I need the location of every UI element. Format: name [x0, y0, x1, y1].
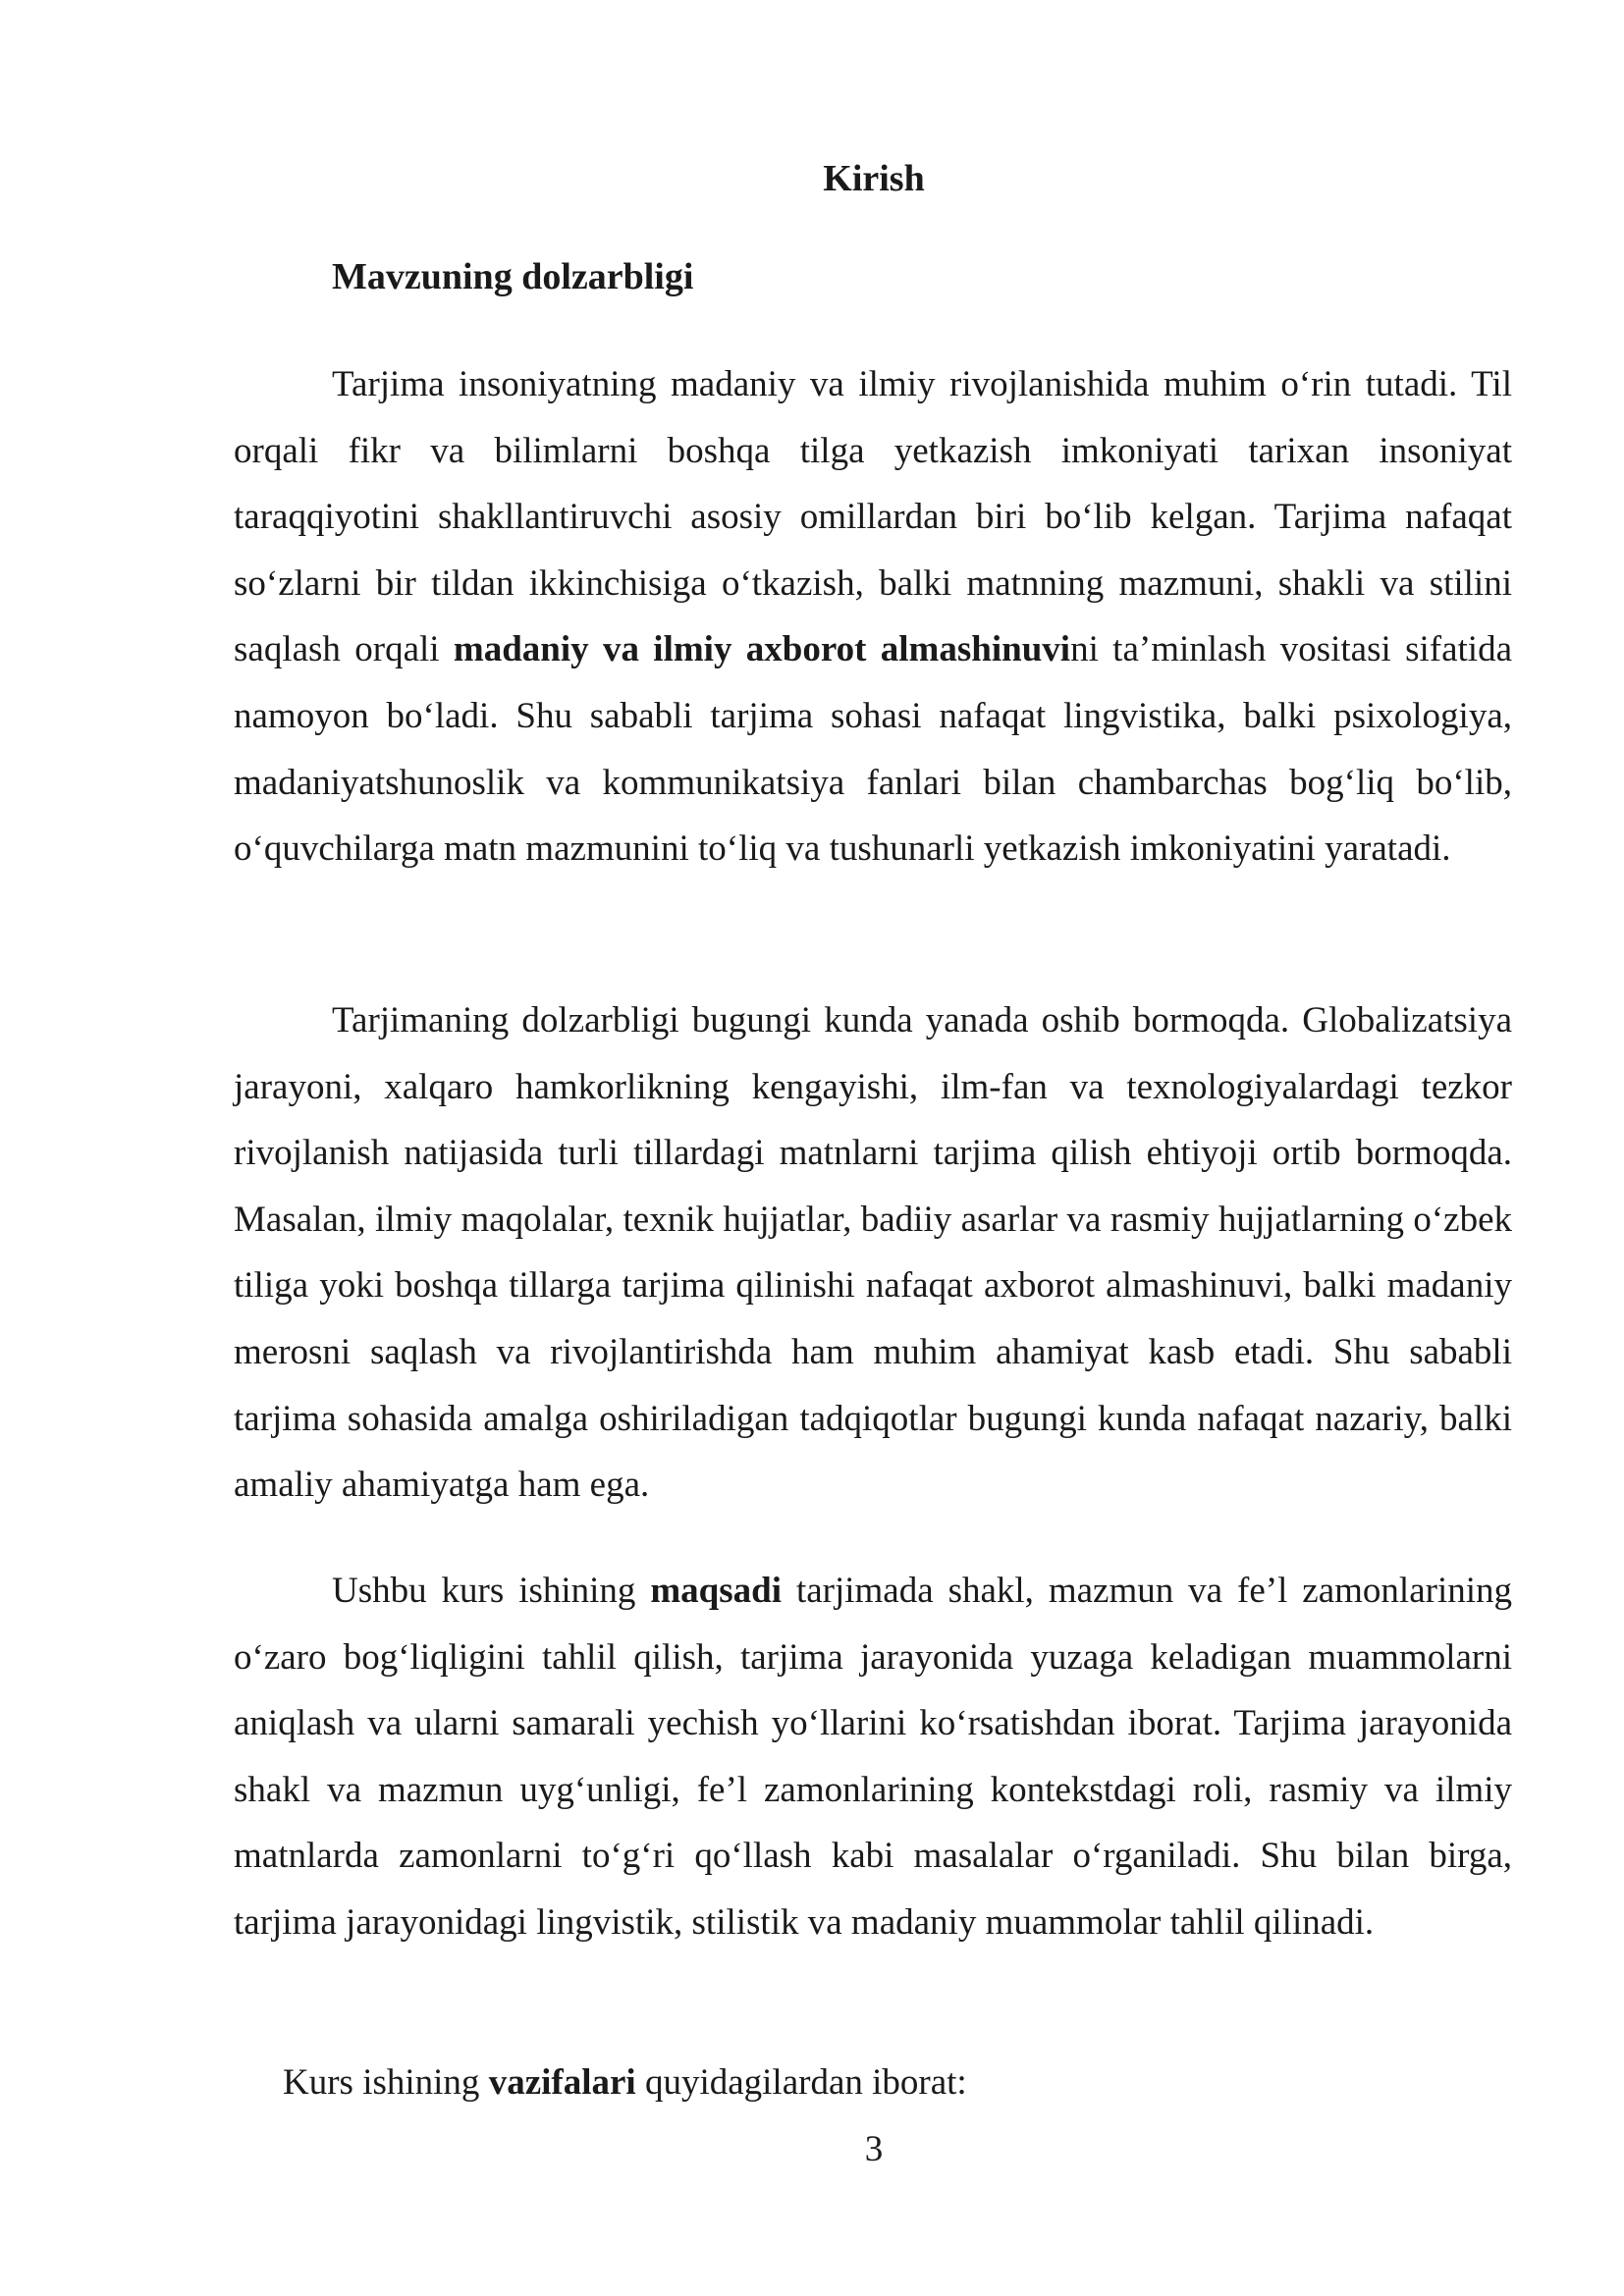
paragraph-relevance-today: Tarjimaning dolzarbligi bugungi kunda yanada oshib bormoqda. Globalizatsiya jarayoni, xalqaro hamkorlikning kengayishi, ilm-fan va texnologiyalardagi tezkor rivojlanish natijasida turli tillardagi matnlarni tarjima qilish ehtiyoji ortib bormoqda. Masalan, ilmiy maqolalar, texnik hujjatlar, badiiy asarlar va rasmiy hujjatlarning o‘zbek tiliga yoki boshqa tillarga tarjima qilinishi nafaqat axborot almashinuvi, balki madaniy merosni saqlash va rivojlantirishda ham muhim ahamiyat kasb etadi. Shu sababli tarjima sohasida amalga oshiriladigan tadqiqotlar bugungi kunda nafaqat nazariy, balki amaliy ahamiyatga ham ega. [234, 1000, 1512, 1506]
paragraph-goal [234, 1558, 1512, 1956]
bold-phrase: vazifalari [488, 2062, 636, 2103]
bold-phrase: maqsadi [650, 1571, 783, 1611]
page-number: 3 [864, 2129, 884, 2169]
paragraph-text: Ushbu kurs ishining [332, 1571, 651, 1611]
paragraph-text: tarjimada shakl, mazmun va fe’l zamonlarining o‘zaro bog‘liqligini tahlil qilish, tarjima jarayonida yuzaga keladigan muammolarni aniqlash va ularni samarali yechish yo‘llarini ko‘rsatishdan iborat. Tarjima jarayonida shakl va mazmun uyg‘unligi, fe’l zamonlarining kontekstdagi roli, rasmiy va ilmiy matnlarda zamonlarni to‘g‘ri qo‘llash kabi masalalar o‘rganiladi. Shu bilan birga, tarjima jarayonidagi lingvistik, stilistik va madaniy muammolar tahlil qilinadi. [234, 1571, 1513, 1943]
section-heading: Mavzuning dolzarbligi [332, 256, 694, 297]
page-title: Kirish [823, 158, 925, 199]
tasks-text: Kurs ishining [283, 2062, 489, 2103]
paragraph-relevance-intro [234, 351, 1512, 882]
paragraph-text: Tarjima insoniyatning madaniy va ilmiy rivojlanishida muhim o‘rin tutadi. Til orqali fikr va bilimlarni boshqa tilga yetkazish imkoniyati tarixan insoniyat taraqqiyotini shakllantiruvchi asosiy omillardan biri bo‘lib kelgan. Tarjima nafaqat so‘zlarni bir tildan ikkinchisiga o‘tkazish, balki matnning mazmuni, shakli va stilini saqlash orqali [234, 364, 1512, 670]
tasks-text: quyidagilardan iborat: [635, 2062, 967, 2103]
tasks-intro-line [283, 2059, 967, 2107]
paragraph-text: ni ta’minlash vositasi sifatida namoyon bo‘ladi. Shu sababli tarjima sohasi nafaqat lingvistika, balki psixologiya, madaniyatshunoslik va kommunikatsiya fanlari bilan chambarchas bog‘liq bo‘lib, o‘quvchilarga matn mazmunini to‘liq va tushunarli yetkazish imkoniyatini yaratadi. [234, 629, 1512, 870]
bold-phrase: madaniy va ilmiy axborot almashinuvi [453, 629, 1071, 670]
